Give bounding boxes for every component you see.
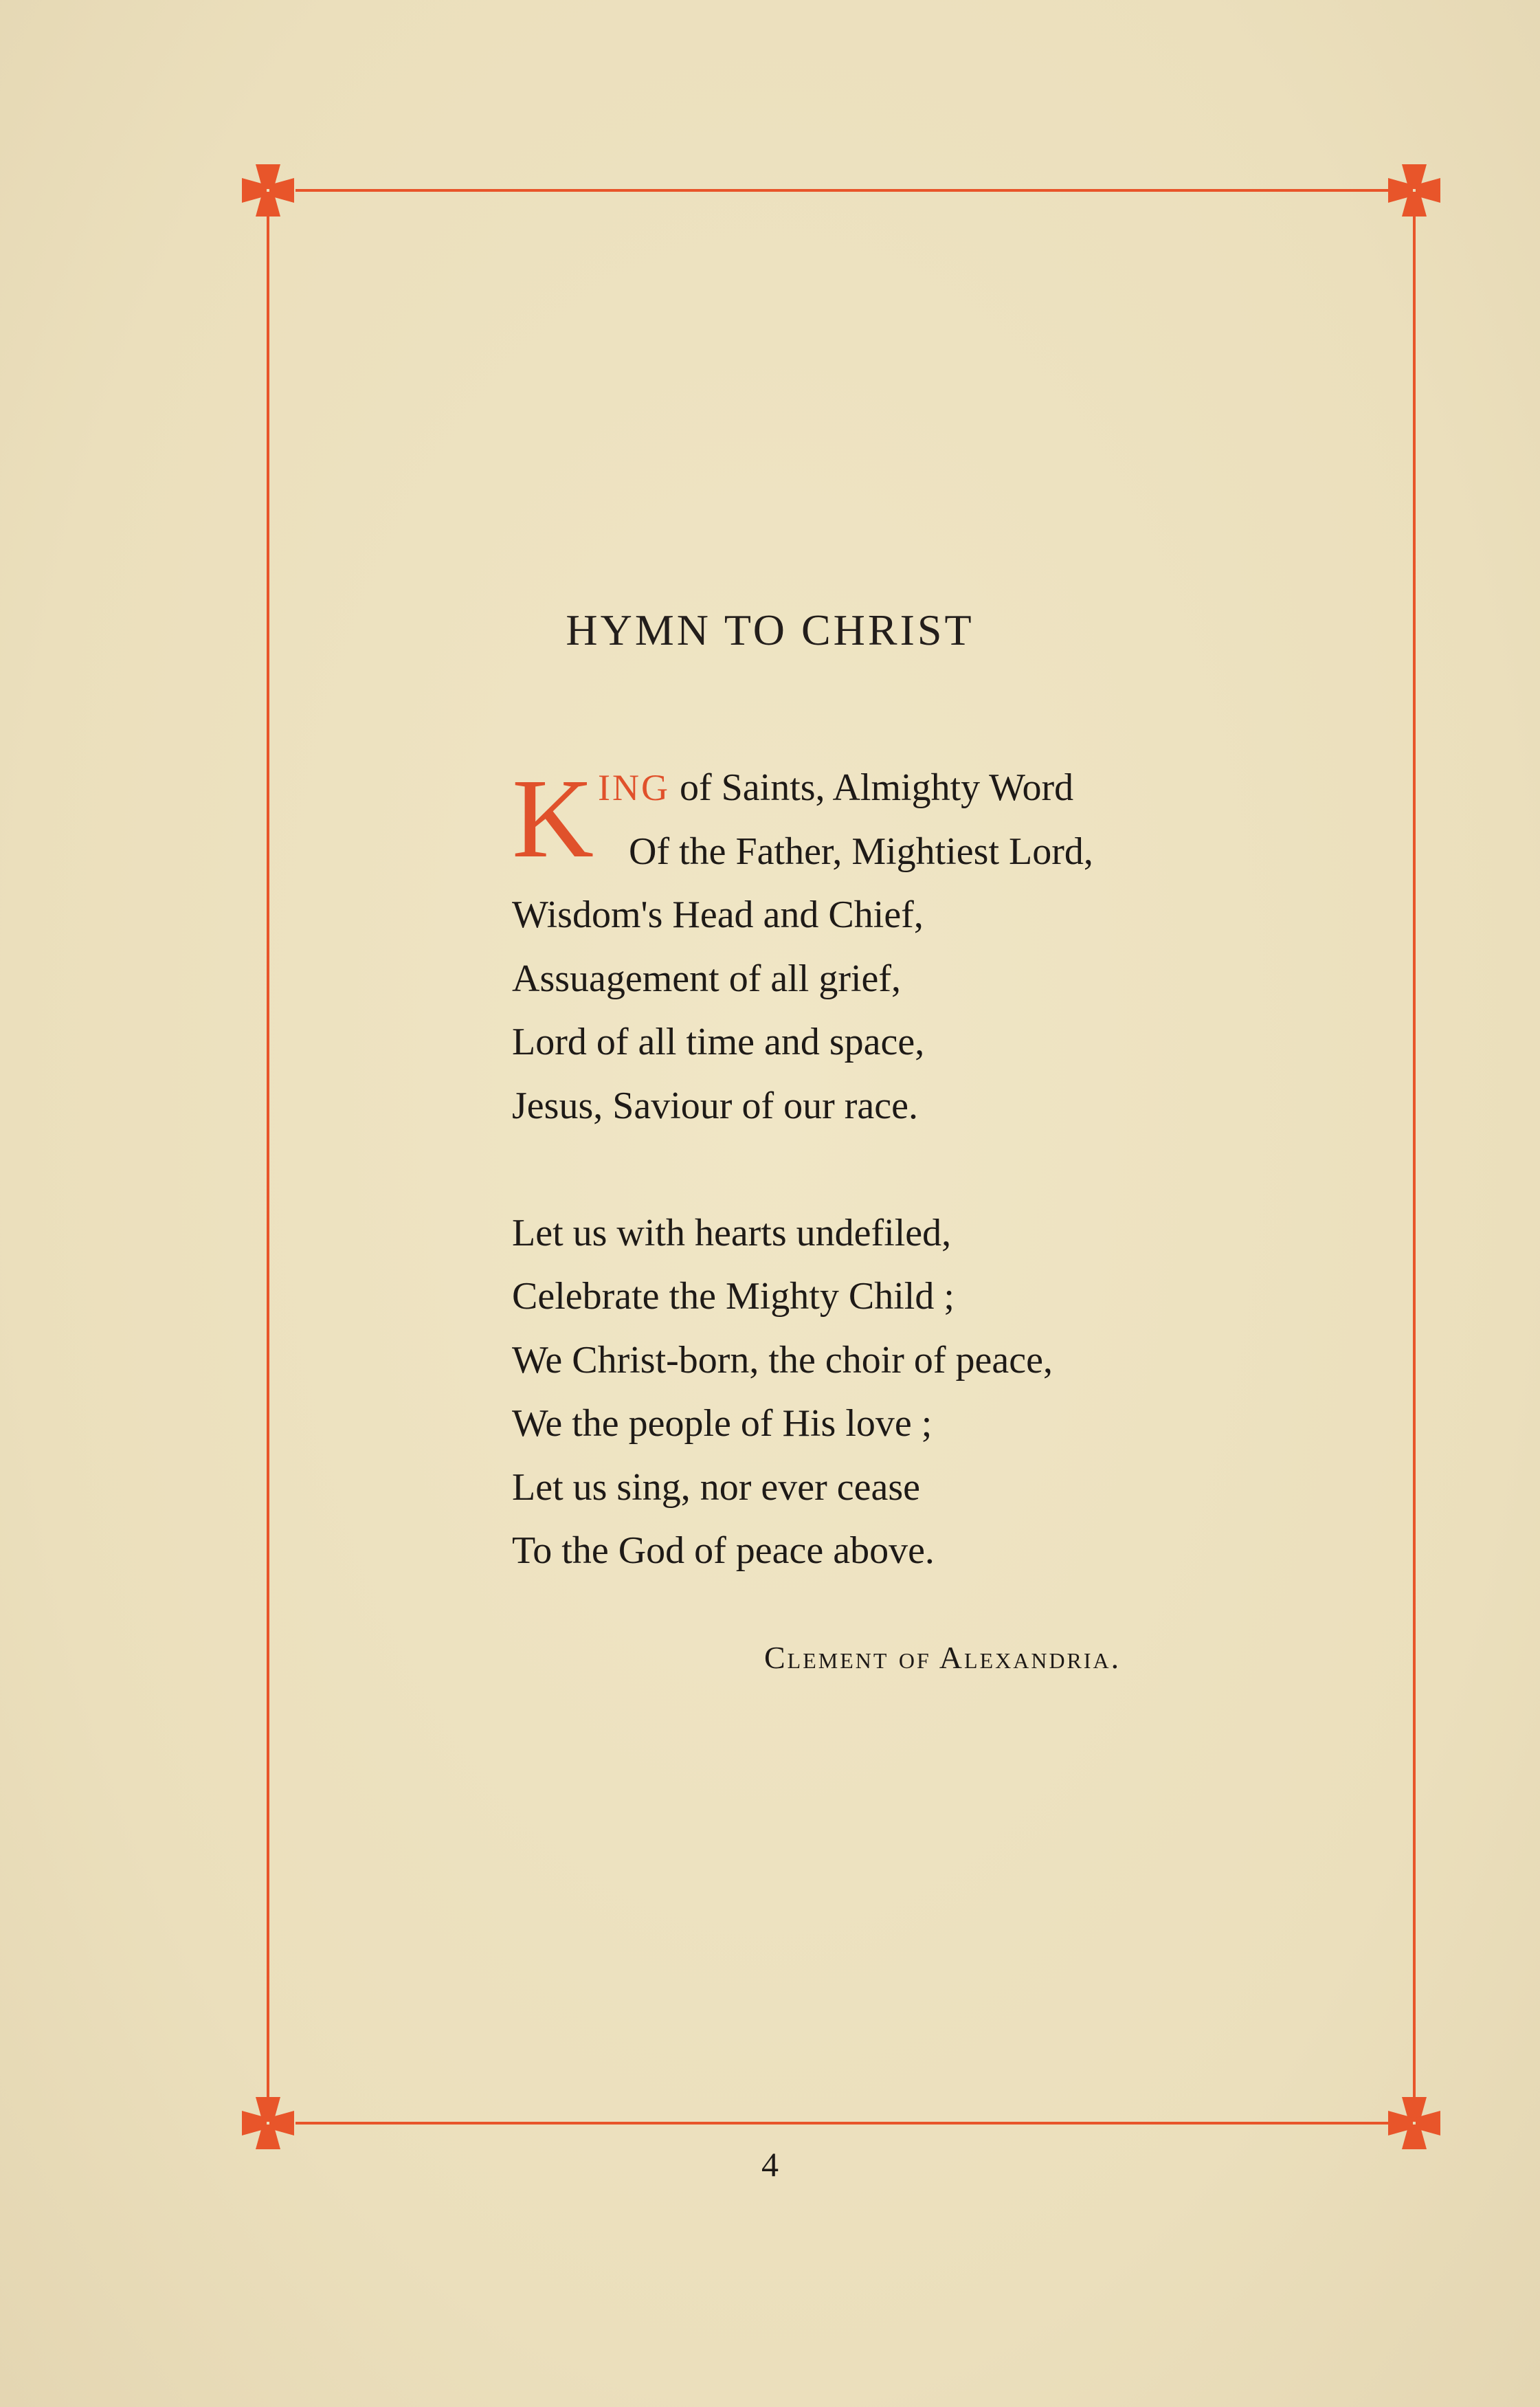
poem-line: To the God of peace above.: [512, 1529, 935, 1572]
page-number: 4: [761, 2145, 779, 2184]
page-title: HYMN TO CHRIST: [566, 606, 974, 654]
drop-cap: K: [512, 755, 594, 881]
cross-pattee-icon: [1385, 2094, 1443, 2152]
border-rule-right: [1413, 214, 1416, 2098]
poem-line: We Christ-born, the choir of peace,: [512, 1338, 1053, 1382]
poem-line: Let us with hearts undefiled,: [512, 1211, 952, 1254]
poem-line: Assuagement of all grief,: [512, 957, 902, 1000]
poem-line: We the people of His love ;: [512, 1402, 933, 1445]
poem-line: Lord of all time and space,: [512, 1021, 925, 1063]
poem-line: Wisdom's Head and Chief,: [512, 894, 924, 936]
poem: [512, 756, 1337, 1583]
cross-pattee-icon: [239, 2094, 297, 2152]
poem-line: Let us sing, nor ever cease: [512, 1465, 920, 1509]
cross-pattee-icon: [239, 162, 297, 219]
border-rule-bottom: [295, 2122, 1388, 2125]
border-rule-top: [295, 189, 1388, 192]
poem-line: Jesus, Saviour of our race.: [512, 1084, 918, 1127]
first-word-caps: ING: [598, 767, 670, 808]
attribution: Clement of Alexandria.: [764, 1640, 1121, 1675]
poem-line: Celebrate the Mighty Child ;: [512, 1275, 955, 1318]
border-rule-left: [267, 214, 269, 2098]
first-line-text: [512, 766, 1073, 809]
poem-line: Of the Father, Mightiest Lord,: [629, 830, 1093, 873]
stanza-break: [512, 1138, 1337, 1201]
first-line-rest: of Saints, Almighty Word: [669, 766, 1074, 809]
cross-pattee-icon: [1385, 162, 1443, 219]
